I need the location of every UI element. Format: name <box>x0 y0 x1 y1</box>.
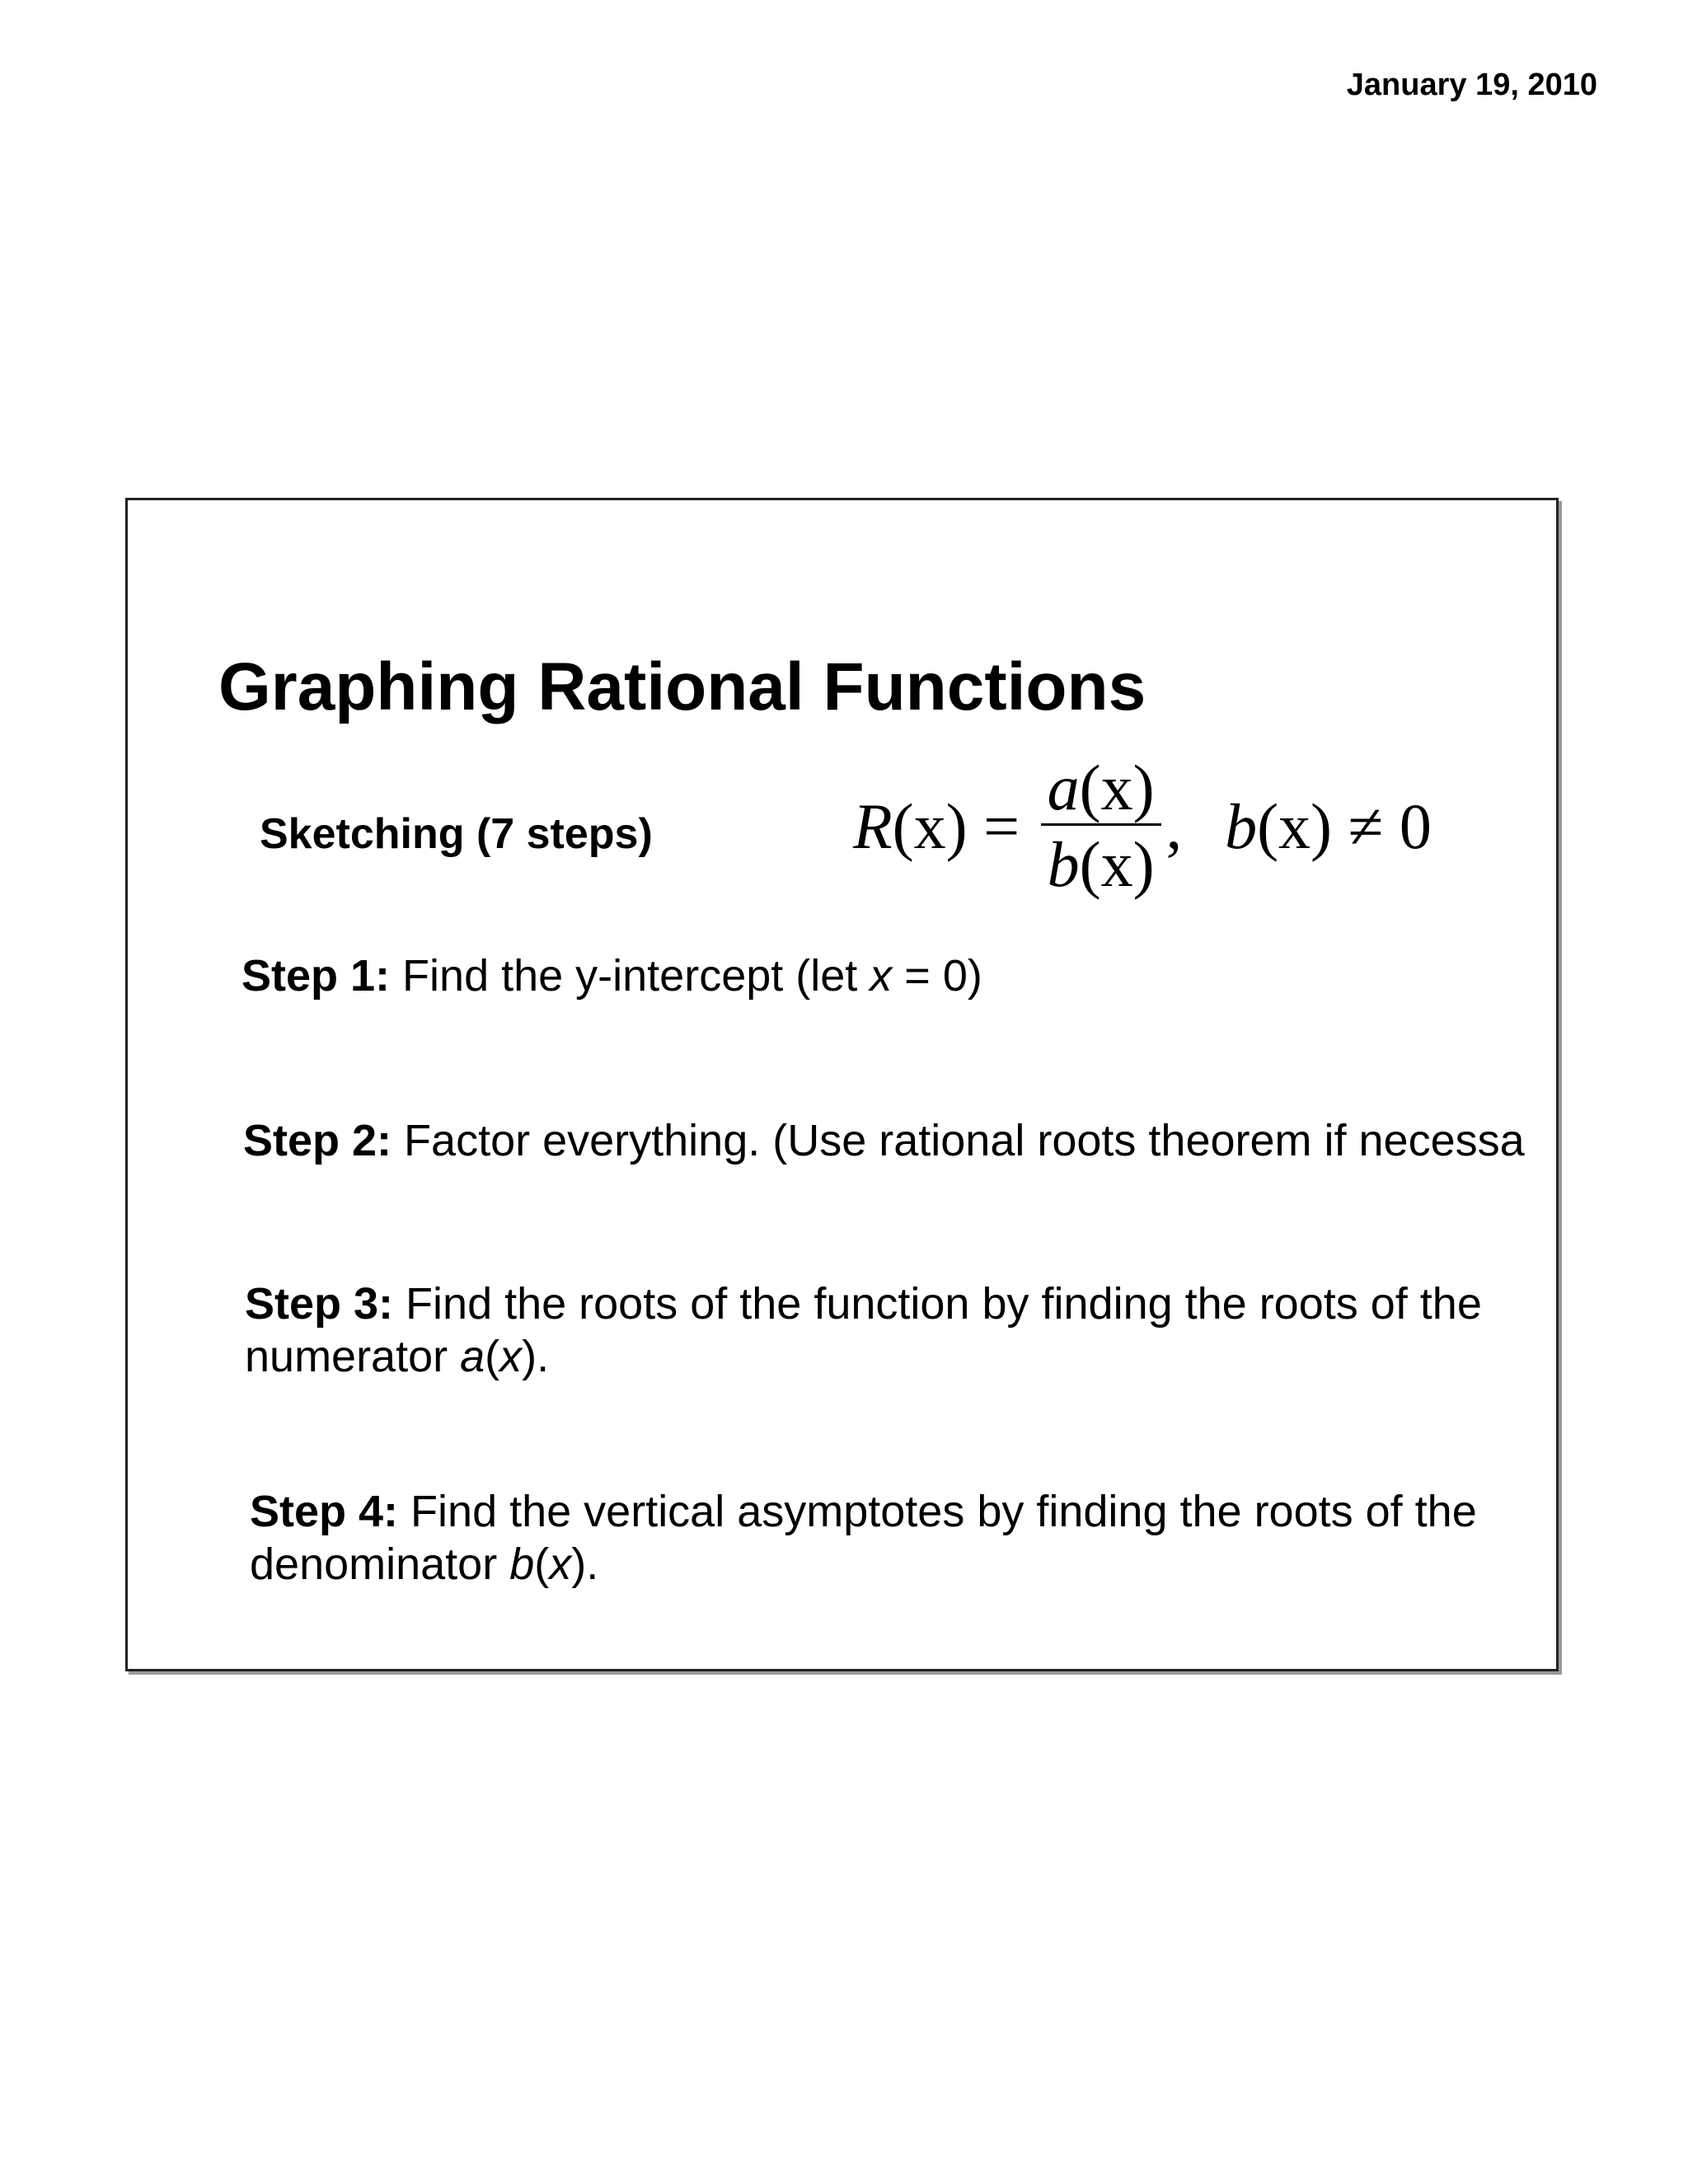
formula-lhs-arg: (x) <box>892 790 968 862</box>
step-3: Step 3: Find the roots of the function by finding the roots of the numerator a(x). <box>245 1279 1482 1381</box>
step-3-line1: Find the roots of the function by finding the roots of the <box>393 1279 1482 1329</box>
slide-frame <box>125 498 1559 1671</box>
formula-comma: , <box>1165 790 1183 862</box>
slide-subtitle: Sketching (7 steps) <box>260 810 653 858</box>
step-2 <box>243 1115 1525 1168</box>
step-3-line2-a: numerator <box>245 1331 461 1381</box>
step-4: Step 4: Find the vertical asymptotes by finding the roots of the denominator b(x). <box>250 1487 1477 1589</box>
slide-title: Graphing Rational Functions <box>218 649 1146 724</box>
step-4-line2-b: ). <box>571 1539 599 1589</box>
step-1 <box>241 950 982 1003</box>
formula-denominator: b(x) <box>1047 828 1155 900</box>
formula-condition-value: 0 <box>1399 790 1432 862</box>
formula-condition-fn: b <box>1225 790 1258 862</box>
formula-condition-arg: (x) <box>1257 790 1333 862</box>
step-4-fn: b <box>509 1539 535 1589</box>
step-3-fn: a <box>460 1331 485 1381</box>
step-2-label: Step 2: <box>243 1116 392 1165</box>
step-4-line2-a: denominator <box>250 1539 510 1589</box>
step-3-label: Step 3: <box>245 1279 394 1329</box>
step-4-line1: Find the vertical asymptotes by finding the roots of the <box>398 1487 1477 1536</box>
formula-lhs-fn: R <box>853 790 893 862</box>
page-date: January 19, 2010 <box>1346 68 1597 102</box>
step-3-line2-b: ). <box>522 1331 550 1381</box>
rational-function-formula <box>853 752 1432 900</box>
step-1-label: Step 1: <box>241 951 391 1001</box>
step-4-var: x <box>549 1539 572 1589</box>
step-1-var: x <box>870 951 893 1001</box>
step-4-label: Step 4: <box>250 1487 399 1536</box>
formula-fraction <box>1041 752 1161 900</box>
step-2-text: Factor everything. (Use rational roots theorem if necessa <box>392 1116 1525 1165</box>
step-1-text-a: Find the y-intercept (let <box>390 951 870 1001</box>
step-1-text-b: = 0) <box>892 951 982 1001</box>
step-3-var: x <box>499 1331 523 1381</box>
formula-equals: = <box>967 790 1036 862</box>
formula-numerator: a(x) <box>1041 756 1161 826</box>
formula-condition-op: ≠ <box>1332 790 1400 862</box>
